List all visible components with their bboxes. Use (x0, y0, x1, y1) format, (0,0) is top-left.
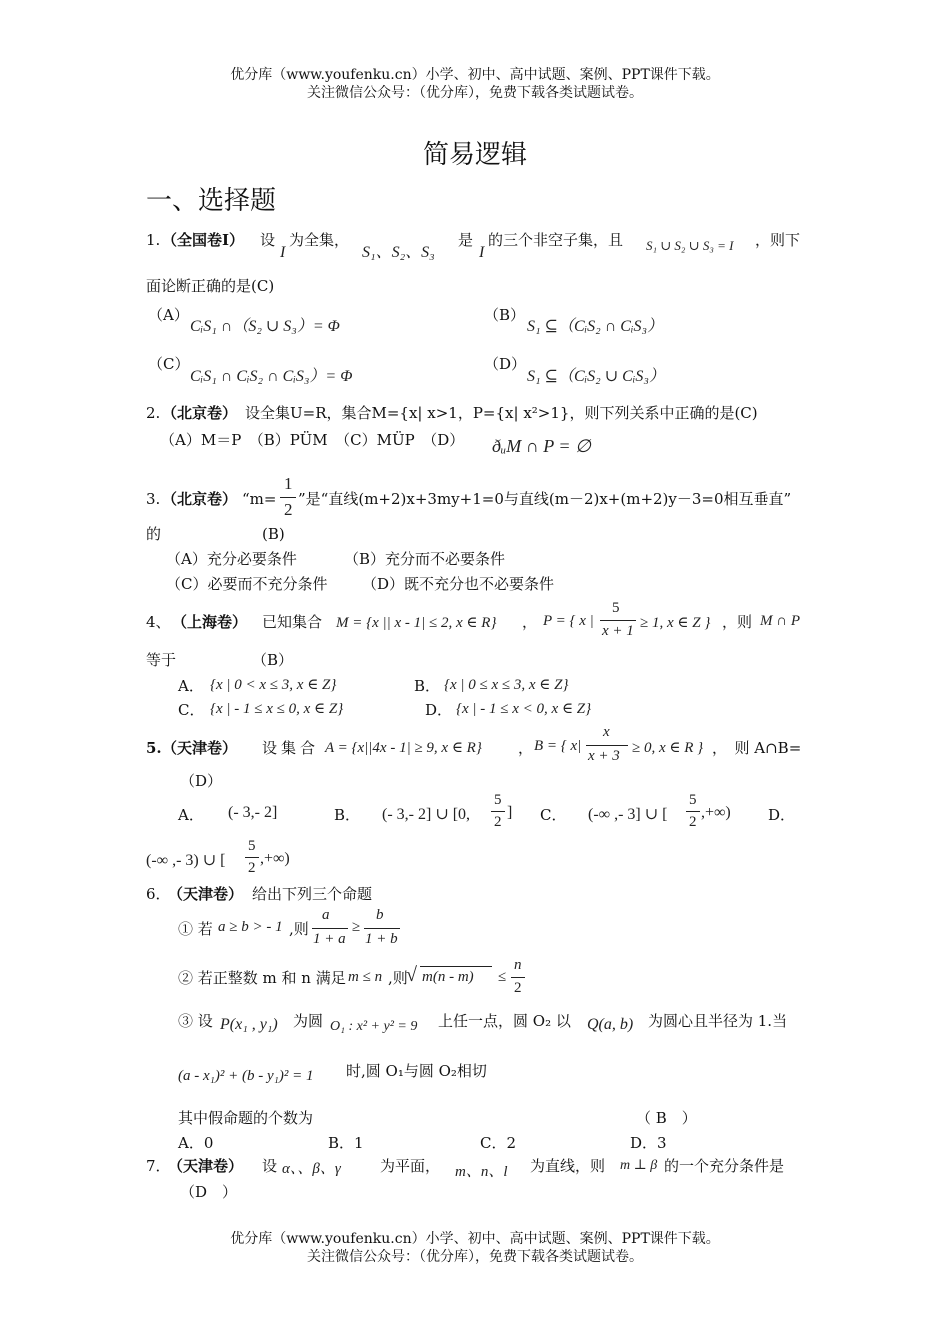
q5-optB-frac-num: 5 (494, 792, 502, 808)
q6-p1-f2-den: 1 + b (365, 931, 398, 947)
q5-text-2: ， 则 A∩B= (712, 739, 802, 757)
q3-optD: （D）既不充分也不必要条件 (362, 575, 555, 593)
q6-p1-math: a ≥ b > - 1 (218, 919, 283, 935)
q7-text-2: 为平面， (380, 1157, 441, 1175)
q2-source: （北京卷） (162, 404, 238, 422)
q5-optC-frac-den: 2 (689, 814, 697, 830)
page-title: 简易逻辑 (422, 140, 527, 170)
footer-line-2: 关注微信公众号：（优分库），免费下载各类试题试卷。 (307, 1249, 643, 1265)
q6-p1-f2-num: b (376, 907, 384, 923)
q5-optC-b: ,+∞) (701, 804, 731, 821)
q5-optC-label: C． (540, 806, 567, 824)
q7-lines: m、n、l (455, 1164, 508, 1180)
q7-number: 7． (146, 1157, 171, 1175)
q6-optB: B．1 (328, 1134, 364, 1152)
q6-optA: A．0 (178, 1134, 214, 1152)
q6-p2-b: ,则 (388, 969, 408, 987)
q5-optD-b: ,+∞) (260, 850, 290, 867)
q6-p2-a: ② 若正整数 m 和 n 满足 (178, 969, 346, 987)
q5-optB-a: (- 3,- 2] ∪ [0, (382, 806, 471, 823)
q1-text-5: ，则下 (755, 231, 801, 249)
q1-text-1: 设 (260, 231, 276, 249)
q6-p1-f1-den: 1 + a (313, 931, 346, 947)
q7-text-1: 设 (262, 1157, 278, 1175)
q4-frac-bar (600, 620, 636, 621)
q6-p3-b: 为圆 (293, 1012, 324, 1030)
q7-greek: α、、β、γ (282, 1161, 341, 1177)
q6-p2-le: ≤ (498, 969, 507, 985)
q6-p3-Q: Q(a, b) (587, 1016, 634, 1033)
q2-text: 设全集U=R，集合M={x| x>1，P={x| x²>1}，则下列关系中正确的是(C) (245, 404, 758, 422)
q4-optB-label: B． (414, 677, 441, 695)
q4-set-M: M = {x || x - 1| ≤ 2, x ∈ R} (336, 615, 497, 631)
q4-set-P-a: P = { x | (543, 613, 594, 629)
q4-optC-label: C． (178, 701, 205, 719)
q5-optC-frac-num: 5 (689, 792, 697, 808)
q5-source: （天津卷） (162, 739, 238, 757)
q7-cond: m ⊥ β (620, 1158, 658, 1173)
q5-optD-label: D． (768, 806, 796, 824)
q4-optA-label: A． (178, 677, 204, 695)
q7-source: （天津卷） (168, 1157, 244, 1175)
q1-optD: S₁ ⊆（CᵢS₂ ∪ CᵢS₃） (527, 368, 665, 385)
q5-optB-b: ] (507, 804, 513, 821)
q5-set-B-b: ≥ 0, x ∈ R } (632, 740, 704, 756)
q3-number: 3. (146, 490, 161, 508)
q6-p1-f1-num: a (322, 907, 330, 923)
q5-text-1: 设集合 (262, 739, 320, 757)
q5-frac-den: x + 3 (588, 748, 620, 764)
q5-optD-a: (-∞ ,- 3) ∪ [ (146, 852, 226, 869)
q4-line-2a: 等于 (146, 651, 177, 669)
section-heading: 一、选择题 (146, 186, 277, 216)
q4-sep: ， (522, 613, 538, 631)
q6-p3-e: 时,圆 O₁与圆 O₂相切 (346, 1062, 487, 1080)
q3-source: （北京卷） (162, 490, 238, 508)
q6-p1-f2-bar (364, 928, 400, 929)
q6-p2-sqrt-bar (420, 966, 492, 967)
q5-optD-frac-num: 5 (248, 838, 256, 854)
q4-optC: {x | - 1 ≤ x ≤ 0, x ∈ Z} (210, 701, 344, 717)
q6-p3-c: 上任一点，圆 O₂ 以 (438, 1012, 571, 1030)
q1-optB-label: （B） (484, 306, 526, 324)
q1-optB: S₁ ⊆（CᵢS₂ ∩ CᵢS₃） (527, 318, 664, 335)
q2-number: 2. (146, 404, 161, 422)
q1-optC-label: （C） (148, 355, 190, 373)
q5-optD-frac-bar (245, 857, 259, 858)
q1-union: S₁ ∪ S₂ ∪ S₃ = I (646, 238, 734, 253)
q6-p3-d: 为圆心且半径为 1.当 (648, 1012, 788, 1030)
q6-p1-f1-bar (312, 928, 348, 929)
q4-frac-den: x + 1 (602, 623, 634, 639)
q5-set-A: A = {x||4x - 1| ≥ 9, x ∈ R} (325, 740, 482, 756)
q6-optC: C．2 (480, 1134, 517, 1152)
q6-p1-a: ① 若 (178, 920, 213, 938)
q1-line-2: 面论断正确的是(C) (146, 277, 275, 295)
q4-text-2: ，则 (722, 613, 753, 631)
q6-p3-P: P(x₁ , y₁) (220, 1016, 278, 1033)
q6-answer: （ B ） (636, 1109, 697, 1127)
q3-frac-num: 1 (284, 474, 293, 493)
header-line-2: 关注微信公众号：（优分库），免费下载各类试题试卷。 (307, 85, 643, 101)
q1-number: 1. (146, 231, 161, 249)
q1-text-3: 是 (458, 231, 474, 249)
q7-text-3: 为直线，则 (530, 1157, 606, 1175)
q1-sets: S₁、S₂、S₃ (362, 244, 435, 261)
q1-optC: CᵢS₁ ∩ CᵢS₂ ∩ CᵢS₃）= Φ (190, 368, 353, 385)
q5-answer: （D） (180, 772, 223, 790)
q5-sep: ， (518, 739, 534, 757)
q6-ask: 其中假命题的个数为 (178, 1109, 314, 1127)
q6-p2-sqrt: m(n - m) (422, 969, 474, 985)
q3-optA: （A）充分必要条件 (166, 550, 297, 568)
q4-optD: {x | - 1 ≤ x < 0, x ∈ Z} (456, 701, 592, 717)
q3-frac-den: 2 (284, 500, 293, 519)
q1-I-1: I (280, 244, 286, 261)
q4-MP: M ∩ P (760, 613, 800, 629)
q3-text-b: ”是“直线(m+2)x+3my+1=0与直线(m－2)x+(m+2)y－3=0相互垂直” (298, 490, 792, 508)
q7-text-4: 的一个充分条件是 (664, 1157, 785, 1175)
q6-source: （天津卷） (168, 885, 244, 903)
q4-source: （上海卷） (172, 613, 248, 631)
q1-text-2: 为全集， (289, 231, 350, 249)
q6-p2-sqrt-sign: √ (406, 964, 417, 986)
q4-frac-num: 5 (612, 600, 620, 616)
q6-p3-O1: O₁ : x² + y² = 9 (330, 1019, 418, 1034)
q3-frac-bar (280, 497, 296, 498)
q1-optA: CᵢS₁ ∩（S₂ ∪ S₃）= Φ (190, 318, 340, 335)
q3-optB: （B）充分而不必要条件 (344, 550, 506, 568)
q1-I-2: I (479, 244, 485, 261)
q4-number: 4、 (146, 613, 171, 631)
q6-p2-frac-den: 2 (514, 980, 522, 996)
q5-frac-num: x (603, 724, 610, 740)
q5-set-B-a: B = { x| (534, 738, 582, 754)
q5-optC-a: (-∞ ,- 3] ∪ [ (588, 806, 668, 823)
q1-optD-label: （D） (484, 355, 527, 373)
q3-optC: （C）必要而不充分条件 (166, 575, 328, 593)
q5-frac-bar (586, 745, 628, 746)
q2-options: （A）M＝P （B）PÜM （C）MÜP （D） (160, 431, 465, 449)
q5-optA: (- 3,- 2] (228, 804, 278, 821)
footer-line-1: 优分库（www.youfenku.cn）小学、初中、高中试题、案例、PPT课件下载。 (230, 1231, 720, 1247)
q4-answer: （B） (252, 651, 294, 669)
q1-optA-label: （A） (148, 306, 189, 324)
q6-p3-a: ③ 设 (178, 1012, 213, 1030)
q4-set-P-b: ≥ 1, x ∈ Z } (640, 615, 711, 631)
q7-answer: （D ） (180, 1183, 238, 1201)
q6-p1-ge: ≥ (352, 919, 361, 935)
header-line-1: 优分库（www.youfenku.cn）小学、初中、高中试题、案例、PPT课件下载。 (230, 67, 720, 83)
q5-number: 5. (146, 739, 162, 757)
q6-optD: D．3 (630, 1134, 667, 1152)
q6-p2-math: m ≤ n (348, 969, 383, 985)
q2-optD: ðᵤM ∩ P = ∅ (492, 436, 591, 456)
q3-line-2a: 的 (146, 525, 162, 543)
q6-text: 给出下列三个命题 (252, 885, 373, 903)
q1-source: （全国卷Ⅰ） (162, 231, 245, 249)
q4-text-1: 已知集合 (262, 613, 323, 631)
q1-text-4: 的三个非空子集，且 (488, 231, 624, 249)
q6-number: 6． (146, 885, 171, 903)
q6-p2-frac-bar (511, 977, 525, 978)
q6-p1-b: ,则 (289, 920, 309, 938)
q6-p3-eq: (a - x₁)² + (b - y₁)² = 1 (178, 1068, 314, 1084)
q4-optD-label: D． (425, 701, 453, 719)
q5-optB-frac-bar (491, 811, 505, 812)
q4-optB: {x | 0 ≤ x ≤ 3, x ∈ Z} (444, 677, 569, 693)
q3-answer: (B) (262, 525, 285, 543)
q5-optB-label: B． (334, 806, 361, 824)
q5-optA-label: A． (178, 806, 204, 824)
q5-optC-frac-bar (686, 811, 700, 812)
q5-optD-frac-den: 2 (248, 860, 256, 876)
q5-optB-frac-den: 2 (494, 814, 502, 830)
q3-text-a: “m= (242, 490, 277, 508)
q4-optA: {x | 0 < x ≤ 3, x ∈ Z} (210, 677, 337, 693)
q6-p2-frac-num: n (514, 957, 522, 973)
